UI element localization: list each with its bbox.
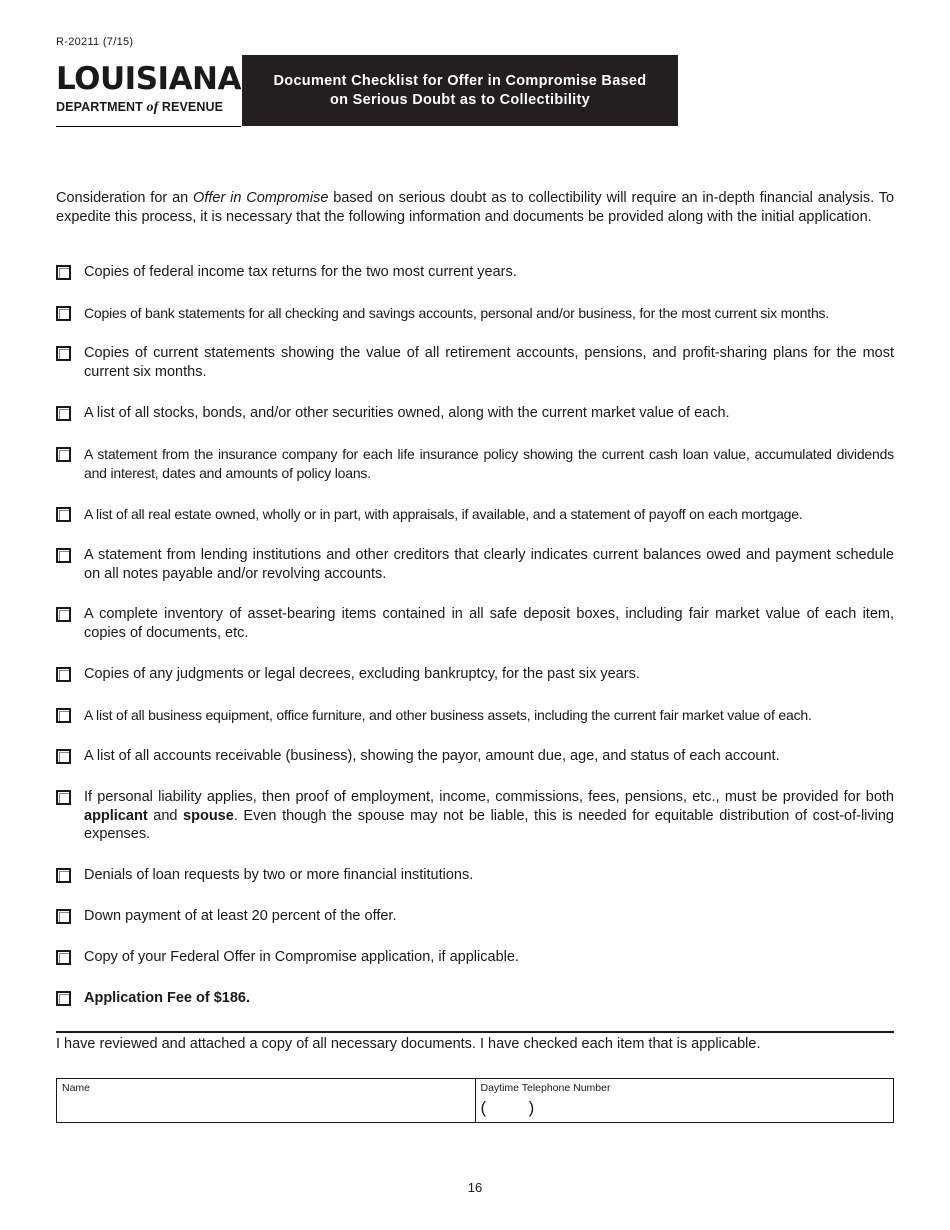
checklist-item-text: Denials of loan requests by two or more financial institutions.	[84, 867, 474, 883]
logo-revenue-word: REVENUE	[161, 100, 224, 114]
spouse-bold: spouse	[183, 807, 234, 824]
intro-text-2: based on serious doubt as to collectibility will require an in-depth financial analysis. To expedite this process, it is necessary that the following information and documents be provided along with the initial application.	[56, 190, 895, 225]
checkbox[interactable]	[56, 909, 71, 924]
checklist-item-text: A list of all business equipment, office furniture, and other business assets, including the current fair market value of each.	[84, 707, 812, 723]
checklist-item	[56, 706, 894, 725]
checklist-item	[56, 505, 894, 524]
checklist-item	[56, 445, 894, 482]
checklist-item	[56, 866, 894, 885]
title-line-2: on Serious Doubt as to Collectibility	[329, 91, 591, 108]
checklist-item	[56, 546, 894, 583]
form-id: R-20211 (7/15)	[56, 36, 134, 48]
checkbox[interactable]	[56, 346, 71, 361]
page-number: 16	[467, 1180, 483, 1195]
logo-of-word: of	[146, 100, 159, 115]
checkbox[interactable]	[56, 708, 71, 723]
checklist-item-text: Copies of federal income tax returns for the two most current years.	[84, 264, 517, 280]
name-field[interactable]	[57, 1079, 475, 1122]
checklist-item	[56, 344, 894, 381]
checkbox[interactable]	[56, 667, 71, 682]
checkbox[interactable]	[56, 306, 71, 321]
applicant-bold: applicant	[84, 807, 148, 824]
attestation-text: I have reviewed and attached a copy of all necessary documents. I have checked each item that is applicable.	[56, 1036, 761, 1052]
checkbox[interactable]	[56, 406, 71, 421]
divider	[56, 1031, 894, 1033]
checklist-item	[56, 788, 894, 844]
checkbox[interactable]	[56, 790, 71, 805]
checkbox[interactable]	[56, 991, 71, 1006]
checkbox[interactable]	[56, 265, 71, 280]
logo-dept-word: DEPARTMENT	[56, 100, 143, 114]
checklist-item	[56, 665, 894, 684]
checklist-item-text	[84, 788, 894, 844]
checkbox[interactable]	[56, 950, 71, 965]
checklist-item-text: Application Fee of $186.	[84, 990, 250, 1006]
phone-field[interactable]	[475, 1079, 894, 1122]
checkbox[interactable]	[56, 749, 71, 764]
checklist-item-text: Copies of bank statements for all checking and savings accounts, personal and/or business, for the most current six months.	[84, 305, 830, 321]
checklist-item-text: A list of all stocks, bonds, and/or other securities owned, along with the current market value of each.	[84, 405, 730, 421]
checkbox[interactable]	[56, 447, 71, 462]
phone-area-code-parens: ( )	[480, 1098, 535, 1117]
liability-text-1: If personal liability applies, then proof of employment, income, commissions, fees, pensions, etc., must be provided for both	[84, 789, 894, 805]
checklist-item-text: Down payment of at least 20 percent of the offer.	[84, 908, 397, 924]
liability-text-2: and	[147, 807, 184, 824]
intro-text-1: Consideration for an	[56, 190, 194, 206]
logo-wordmark: LOUISIANA	[56, 61, 241, 97]
logo-department	[56, 100, 241, 116]
checklist-item	[56, 605, 894, 642]
checkbox[interactable]	[56, 507, 71, 522]
name-label: Name	[62, 1082, 91, 1094]
page-title	[242, 55, 678, 126]
checkbox[interactable]	[56, 607, 71, 622]
liability-text-3: . Even though the spouse may not be liable, this is needed for equitable distribution of cost-of-living expenses.	[84, 807, 895, 842]
checklist-item	[56, 404, 894, 423]
signature-table	[56, 1078, 894, 1123]
checklist-item-text: Copy of your Federal Offer in Compromise application, if applicable.	[84, 949, 519, 965]
intro-italic: Offer in Compromise	[193, 190, 329, 206]
checklist-item	[56, 989, 894, 1008]
checklist-item-text: A list of all accounts receivable (business), showing the payor, amount due, age, and status of each account.	[84, 748, 780, 764]
checklist-item-text: A statement from the insurance company for each life insurance policy showing the current cash loan value, accumulated dividends and interest, dates and amounts of policy loans.	[84, 446, 894, 481]
checklist-item	[56, 747, 894, 766]
intro-paragraph	[56, 189, 894, 226]
checklist-item	[56, 907, 894, 926]
checkbox[interactable]	[56, 548, 71, 563]
checklist-item-text: A complete inventory of asset-bearing items contained in all safe deposit boxes, including fair market value of each item, copies of documents, etc.	[84, 606, 894, 641]
checklist-item	[56, 263, 894, 282]
phone-label: Daytime Telephone Number	[480, 1082, 611, 1094]
title-line-1: Document Checklist for Offer in Compromise Based	[273, 72, 647, 89]
checklist-item-text: Copies of current statements showing the value of all retirement accounts, pensions, and profit-sharing plans for the most current six months.	[84, 345, 894, 380]
checklist-item-text: A list of all real estate owned, wholly or in part, with appraisals, if available, and a statement of payoff on each mortgage.	[84, 506, 803, 522]
louisiana-revenue-logo	[56, 56, 241, 127]
checklist-item-text: Copies of any judgments or legal decrees, excluding bankruptcy, for the past six years.	[84, 666, 640, 682]
checklist-item	[56, 304, 894, 323]
checklist-item-text: A statement from lending institutions and other creditors that clearly indicates current balances owed and payment schedule on all notes payable and/or revolving accounts.	[84, 547, 894, 582]
checkbox[interactable]	[56, 868, 71, 883]
checklist-item	[56, 948, 894, 967]
